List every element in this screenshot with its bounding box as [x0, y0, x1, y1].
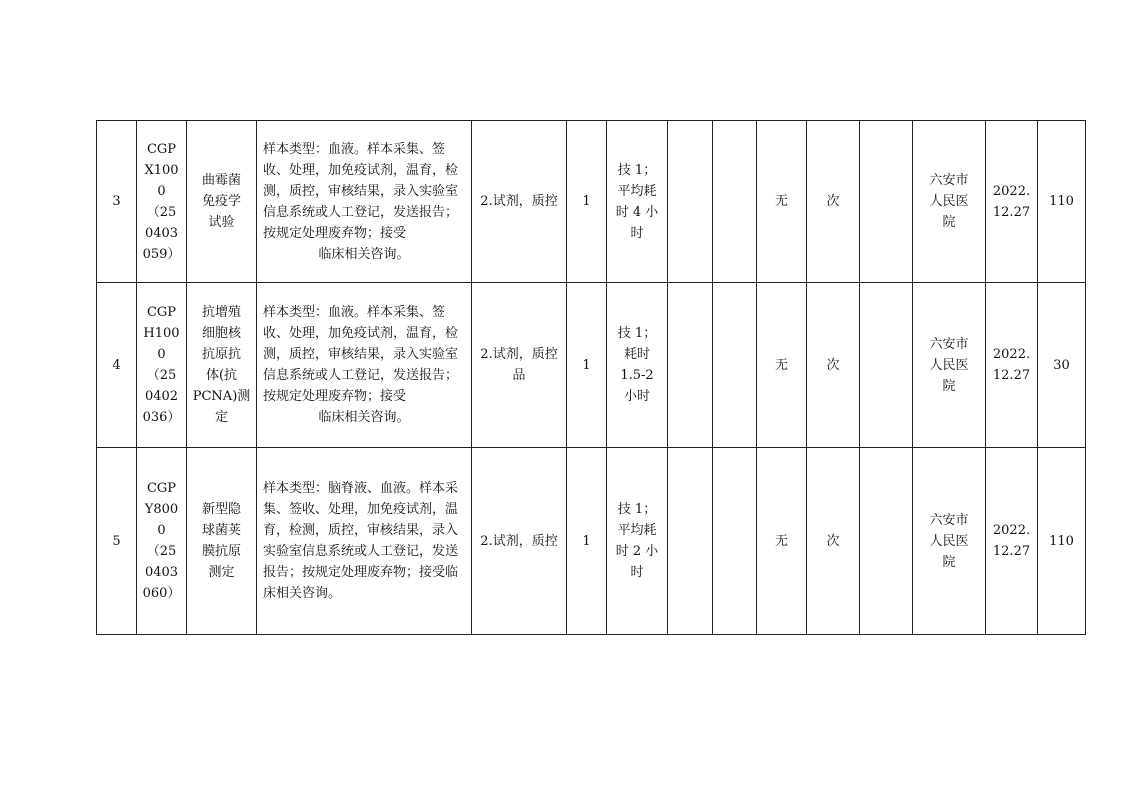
- item-code-line: 036）: [142, 410, 181, 425]
- item-content: [257, 121, 472, 283]
- time-line: 时: [630, 565, 644, 580]
- date: [986, 121, 1038, 283]
- price: 110: [1038, 121, 1086, 283]
- time-required: [607, 283, 668, 448]
- content-text: 样本类型：血液。样本采集、签收、处理，加免疫试剂，温育，检测，质控，审核结果，录入实验室信息系统或人工登记，发送报告；按规定处理废弃物；接受: [263, 141, 459, 241]
- item-name-line: 抗原抗: [201, 347, 241, 362]
- empty-cell: [713, 448, 757, 635]
- time-line: 小时: [623, 389, 650, 404]
- item-code-line: 0402: [144, 389, 179, 404]
- table-body: [97, 121, 1086, 635]
- empty-cell: [713, 121, 757, 283]
- time-line: 技 1；: [617, 326, 657, 341]
- item-name-line: 细胞核: [201, 326, 241, 341]
- time-line: 平均耗: [617, 523, 657, 538]
- item-code-line: 0: [157, 523, 166, 538]
- quantity: 1: [567, 283, 607, 448]
- item-code-line: 0: [157, 347, 166, 362]
- date: [986, 448, 1038, 635]
- item-name-line: 球菌荚: [201, 523, 241, 538]
- content-text: 样本类型：脑脊液、血液。样本采集、签收、处理，加免疫试剂，温育，检测，质控，审核结果，录入实验室信息系统或人工登记，发送报告；按规定处理废弃物；接受临床相关咨询。: [263, 481, 459, 601]
- unit: 次: [807, 448, 860, 635]
- table-row: [97, 121, 1086, 283]
- item-name-line: 抗增殖: [201, 305, 241, 320]
- exclusions: 无: [757, 121, 807, 283]
- time-required: [607, 448, 668, 635]
- empty-cell: [860, 121, 913, 283]
- item-name-line: 定: [214, 410, 228, 425]
- item-name-line: 测定: [208, 565, 235, 580]
- item-name-line: 曲霉菌: [201, 173, 241, 188]
- hospital: [913, 448, 986, 635]
- hospital: [913, 283, 986, 448]
- content-tail: 临床相关咨询。: [318, 246, 410, 262]
- date-line: 2022.: [992, 523, 1031, 538]
- time-line: 技 1；: [617, 162, 657, 178]
- time-line: 时: [630, 225, 644, 241]
- date: [986, 283, 1038, 448]
- hospital-line: 六安市: [929, 173, 969, 188]
- empty-cell: [668, 283, 713, 448]
- quantity: 1: [567, 121, 607, 283]
- item-code-line: X100: [144, 162, 179, 178]
- item-content: [257, 448, 472, 635]
- item-code-line: CGP: [146, 305, 177, 320]
- exclusions: 无: [757, 283, 807, 448]
- price: 30: [1038, 283, 1086, 448]
- content-tail: 临床相关咨询。: [318, 410, 410, 425]
- item-name-line: 膜抗原: [201, 544, 241, 559]
- time-line: 时 4 小: [615, 204, 659, 220]
- row-index: 4: [97, 283, 137, 448]
- date-line: 12.27: [992, 204, 1031, 220]
- empty-cell: [668, 448, 713, 635]
- hospital-line: 人民医: [929, 357, 969, 373]
- quantity: 1: [567, 448, 607, 635]
- content-text: 样本类型：血液。样本采集、签收、处理，加免疫试剂，温育，检测，质控，审核结果，录入实验室信息系统或人工登记，发送报告；按规定处理废弃物；接受: [263, 305, 459, 404]
- time-required: [607, 121, 668, 283]
- hospital-line: 六安市: [929, 512, 969, 528]
- time-line: 技 1；: [617, 502, 657, 517]
- exclusions: 无: [757, 448, 807, 635]
- item-code-line: Y800: [144, 502, 179, 517]
- item-code-line: 059）: [142, 246, 181, 262]
- item-code-line: （25: [146, 368, 177, 383]
- item-code-line: 0403: [144, 565, 179, 580]
- date-line: 2022.: [992, 347, 1031, 362]
- unit: 次: [807, 121, 860, 283]
- item-name: [187, 448, 257, 635]
- hospital: [913, 121, 986, 283]
- table-row: [97, 283, 1086, 448]
- date-line: 12.27: [992, 544, 1031, 559]
- materials: 2.试剂，质控: [472, 448, 567, 635]
- item-code-line: 060）: [142, 586, 181, 601]
- item-code-line: （25: [146, 204, 177, 220]
- item-content: [257, 283, 472, 448]
- item-code-line: H100: [143, 326, 180, 341]
- hospital-line: 院: [942, 554, 956, 570]
- unit: 次: [807, 283, 860, 448]
- empty-cell: [668, 121, 713, 283]
- item-code: [137, 283, 187, 448]
- date-line: 12.27: [992, 368, 1031, 383]
- item-code: [137, 121, 187, 283]
- item-name: [187, 283, 257, 448]
- item-code: [137, 448, 187, 635]
- empty-cell: [860, 283, 913, 448]
- pricing-table: [96, 120, 1086, 635]
- time-line: 时 2 小: [615, 544, 659, 559]
- empty-cell: [860, 448, 913, 635]
- hospital-line: 六安市: [929, 336, 969, 352]
- table-row: [97, 448, 1086, 635]
- item-name-line: 免疫学: [201, 194, 241, 209]
- item-name-line: PCNA)测: [192, 389, 251, 404]
- item-name-line: 试验: [208, 215, 235, 230]
- hospital-line: 院: [942, 378, 956, 394]
- item-name-line: 体(抗: [205, 368, 238, 383]
- item-code-line: 0403: [144, 225, 179, 241]
- time-line: 1.5-2: [620, 368, 654, 383]
- materials: 2.试剂，质控品: [472, 283, 567, 448]
- item-name-line: 新型隐: [201, 502, 241, 517]
- row-index: 5: [97, 448, 137, 635]
- time-line: 耗时: [623, 347, 650, 362]
- price: 110: [1038, 448, 1086, 635]
- item-code-line: （25: [146, 544, 177, 559]
- row-index: 3: [97, 121, 137, 283]
- item-code-line: 0: [157, 183, 166, 199]
- hospital-line: 人民医: [929, 194, 969, 209]
- date-line: 2022.: [992, 183, 1031, 199]
- item-name: [187, 121, 257, 283]
- item-code-line: CGP: [146, 481, 177, 496]
- empty-cell: [713, 283, 757, 448]
- hospital-line: 人民医: [929, 533, 969, 549]
- item-code-line: CGP: [146, 141, 177, 157]
- time-line: 平均耗: [617, 183, 657, 199]
- hospital-line: 院: [942, 215, 956, 230]
- materials: 2.试剂，质控: [472, 121, 567, 283]
